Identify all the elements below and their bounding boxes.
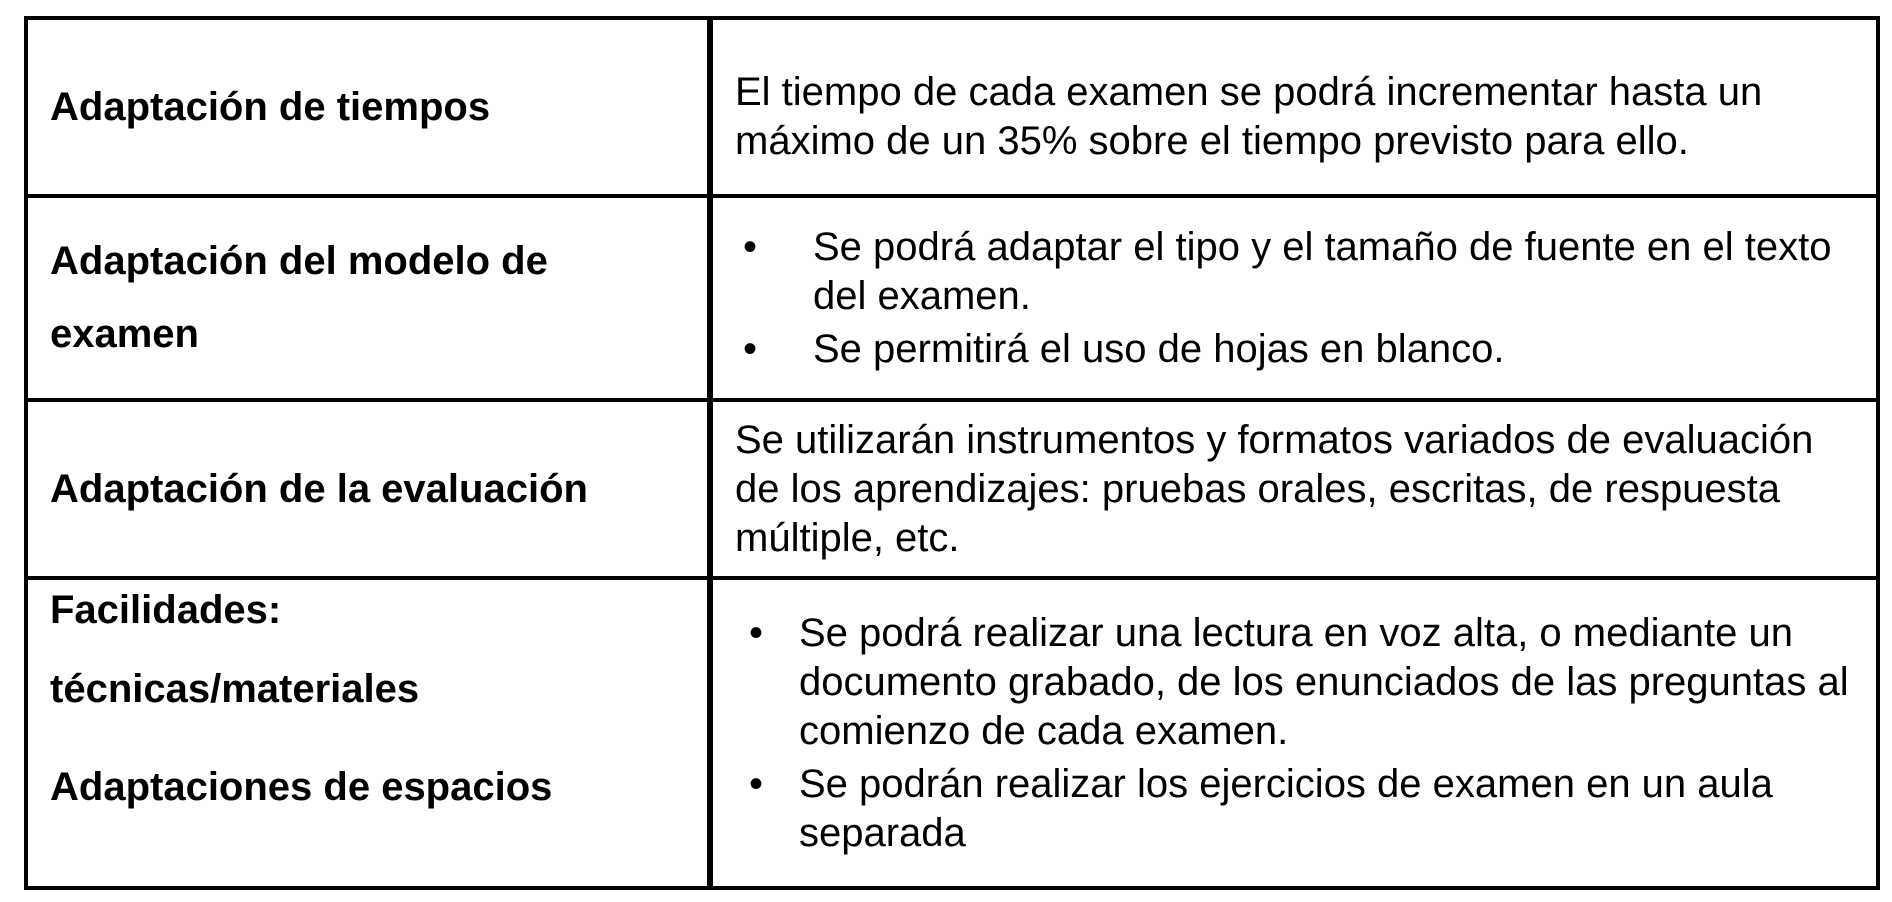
row-label-cell (26, 18, 710, 196)
bullet-list (735, 609, 1862, 858)
bullet-icon: • (743, 224, 758, 269)
table-row (26, 578, 1878, 888)
table-row (26, 18, 1878, 196)
row-label: Facilidades: (50, 588, 282, 632)
row-content-cell (710, 196, 1878, 400)
list-item-text: Se podrán realizar los ejercicios de examen en un aula separada (799, 761, 1773, 855)
bullet-icon: • (749, 610, 764, 655)
adaptations-table (24, 16, 1880, 890)
table-row (26, 196, 1878, 400)
list-item-text: Se podrá adaptar el tipo y el tamaño de fuente en el texto del examen. (813, 224, 1832, 318)
row-label-cell (26, 578, 710, 888)
list-item (735, 325, 1862, 374)
row-content-cell (710, 400, 1878, 578)
list-item (735, 609, 1862, 756)
row-content-cell (710, 578, 1878, 888)
row-label: Adaptaciones de espacios (50, 765, 553, 809)
bullet-icon: • (749, 761, 764, 806)
row-label: Adaptación del modelo de (50, 239, 548, 283)
row-content-cell (710, 18, 1878, 196)
row-label-cell (26, 400, 710, 578)
row-label: técnicas/materiales (50, 667, 420, 711)
list-item-text: Se permitirá el uso de hojas en blanco. (813, 326, 1505, 371)
list-item-text: Se podrá realizar una lectura en voz alta, o mediante un documento grabado, de los enunciados de las preguntas al comienzo de cada examen. (799, 610, 1849, 753)
row-label: Adaptación de la evaluación (50, 466, 588, 511)
table-row (26, 400, 1878, 578)
row-label: Adaptación de tiempos (50, 84, 491, 129)
bullet-icon: • (743, 326, 758, 371)
row-label-cell (26, 196, 710, 400)
row-label: examen (50, 312, 199, 356)
row-content-text: El tiempo de cada examen se podrá incrementar hasta un máximo de un 35% sobre el tiempo previsto para ello. (735, 70, 1763, 163)
list-item (735, 223, 1862, 321)
list-item (735, 760, 1862, 858)
row-content-text: Se utilizarán instrumentos y formatos variados de evaluación de los aprendizajes: pruebas orales, escritas, de respuesta múltiple, etc. (735, 417, 1814, 560)
bullet-list (735, 223, 1862, 374)
